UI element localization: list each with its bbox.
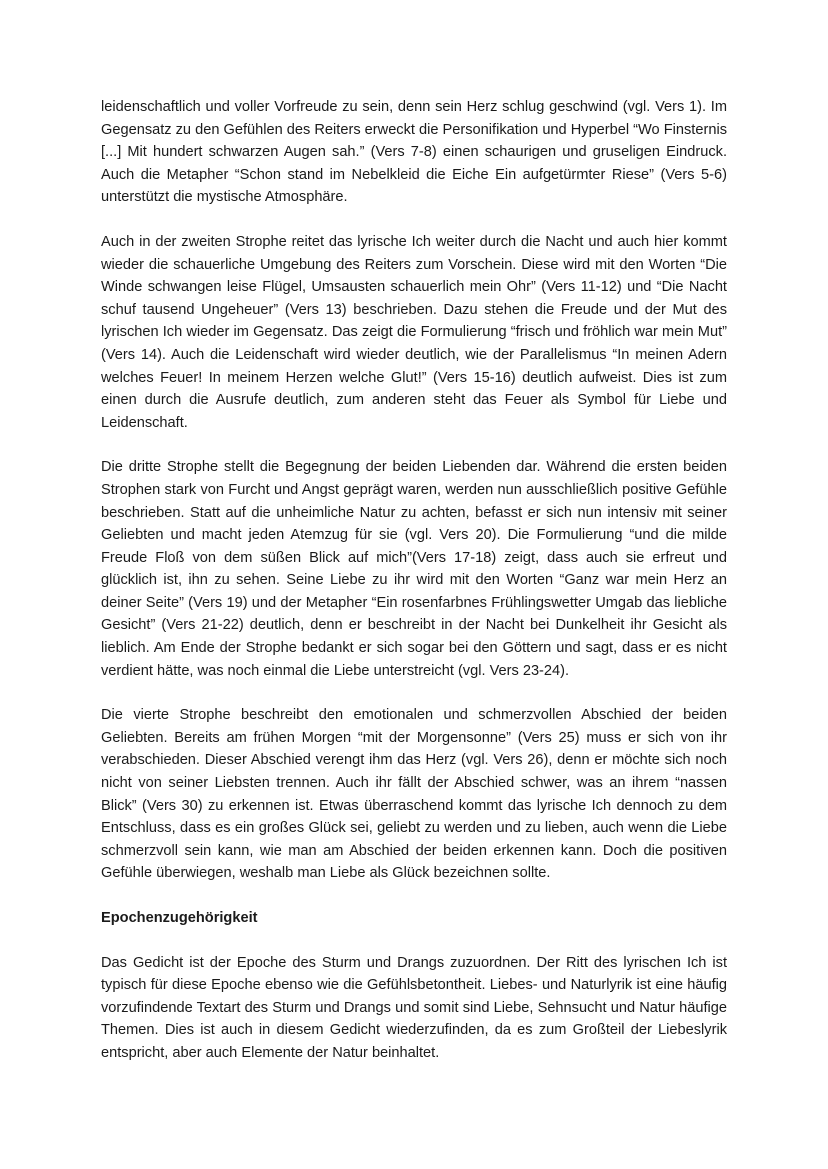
paragraph-stanza-four-analysis: Die vierte Strophe beschreibt den emotionalen und schmerzvollen Abschied der beiden Geliebten. Bereits am frühen Morgen “mit der Morgensonne” (Vers 25) muss er sich von ihr verabschieden. Dieser Abschied verengt ihm das Herz (vgl. Vers 26), denn er möchte sich noch nicht von seiner Liebsten trennen. Auch ihr fällt der Abschied schwer, was an ihrem “nassen Blick” (Vers 30) zu erkennen ist. Etwas überraschend kommt das lyrische Ich dennoch zu dem Entschluss, dass es ein großes Glück sei, geliebt zu werden und zu lieben, auch wenn die Liebe schmerzvoll sein kann, wie man am Abschied der beiden erkennen kann. Doch die positiven Gefühle überwiegen, weshalb man Liebe als Glück bezeichnen sollte. (101, 707, 727, 882)
paragraph-stanza-one-analysis: leidenschaftlich und voller Vorfreude zu sein, denn sein Herz schlug geschwind (vgl. Vers 1). Im Gegensatz zu den Gefühlen des Reiters erweckt die Personifikation und Hyperbel “Wo Finsternis [...] Mit hundert schwarzen Augen sah.” (Vers 7-8) einen schaurigen und gruseligen Eindruck. Auch die Metapher “Schon stand im Nebelkleid die Eiche Ein aufgetürmter Riese” (Vers 5-6) unterstützt die mystische Atmosphäre. (101, 99, 727, 206)
section-heading: Epochenzugehörigkeit (101, 910, 258, 926)
paragraph-epoch: Das Gedicht ist der Epoche des Sturm und Drangs zuzuordnen. Der Ritt des lyrischen Ich ist typisch für diese Epoche ebenso wie die Gefühlsbetontheit. Liebes- und Naturlyrik ist eine häufig vorzufindende Textart des Sturm und Drangs und somit sind Liebe, Sehnsucht und Natur häufige Themen. Dies ist auch in diesem Gedicht wiederzufinden, da es zum Großteil der Liebeslyrik entspricht, aber auch Elemente der Natur beinhaltet. (101, 954, 727, 1061)
paragraph-stanza-two-analysis: Auch in der zweiten Strophe reitet das lyrische Ich weiter durch die Nacht und auch hier kommt wieder die schauerliche Umgebung des Reiters zum Vorschein. Diese wird mit den Worten “Die Winde schwangen leise Flügel, Umsausten schauerlich mein Ohr” (Vers 11-12) und “Die Nacht schuf tausend Ungeheuer” (Vers 13) beschrieben. Dazu stehen die Freude und der Mut des lyrischen Ich wieder im Gegensatz. Das zeigt die Formulierung “frisch und fröhlich war mein Mut” (Vers 14). Auch die Leidenschaft wird wieder deutlich, wie der Parallelismus “In meinen Adern welches Feuer! In meinem Herzen welche Glut!” (Vers 15-16) deutlich aufweist. Dies ist zum einen durch die Ausrufe deutlich, zum anderen steht das Feuer als Symbol für Liebe und Leidenschaft. (101, 233, 727, 431)
document-page (101, 96, 727, 1087)
paragraph-stanza-three-analysis: Die dritte Strophe stellt die Begegnung der beiden Liebenden dar. Während die ersten beiden Strophen stark von Furcht und Angst geprägt waren, werden nun ausschließlich positive Gefühle beschrieben. Statt auf die unheimliche Natur zu achten, befasst er sich nun intensiv mit seiner Geliebten und macht jeden Atemzug für sie (vgl. Vers 20). Die Formulierung “und die milde Freude Floß von dem süßen Blick auf mich”(Vers 17-18) zeigt, dass auch sie erfreut und glücklich ist, ihn zu sehen. Seine Liebe zu ihr wird mit den Worten “Ganz war mein Herz an deiner Seite” (Vers 19) und der Metapher “Ein rosenfarbnes Frühlingswetter Umgab das liebliche Gesicht” (Vers 21-22) deutlich, denn er beschreibt in der Nacht bei Dunkelheit ihr Gesicht als lieblich. Am Ende der Strophe bedankt er sich sogar bei den Göttern und sagt, dass er es nicht verdient hätte, was noch einmal die Liebe unterstreicht (vgl. Vers 23-24). (101, 459, 727, 679)
